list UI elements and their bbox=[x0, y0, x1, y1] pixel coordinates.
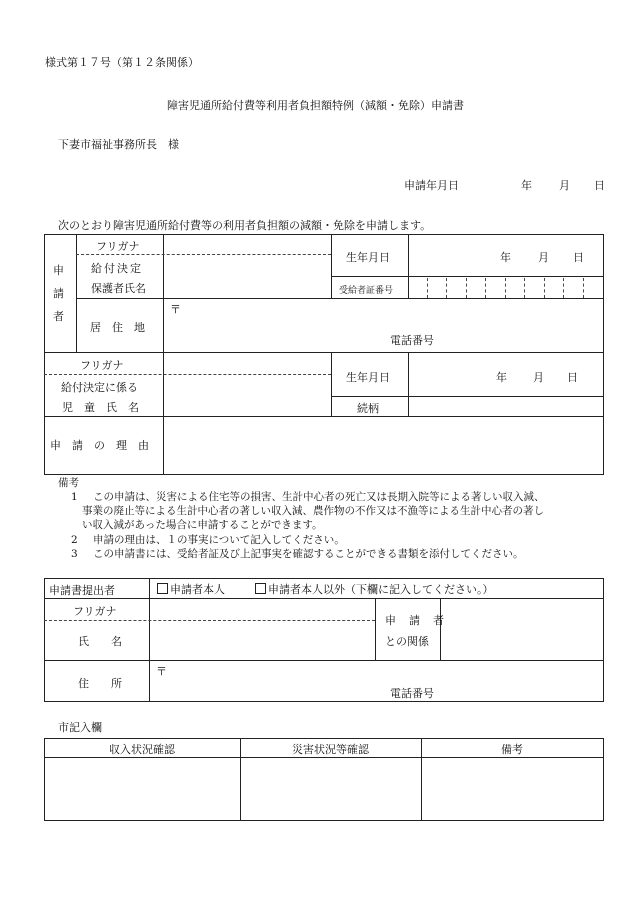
recipient-number-label: 受給者証番号 bbox=[339, 286, 394, 296]
child-name-label-2: 児 童 氏 名 bbox=[62, 401, 139, 414]
note-text-1: この申請は、災害による住宅等の損害、生計中心者の死亡又は長期入院等による著しい収入減、 bbox=[93, 491, 545, 503]
disaster-check-field[interactable] bbox=[242, 759, 419, 818]
option-self-label: 申請者本人 bbox=[170, 583, 225, 596]
addressee: 下妻市福祉事務所長 様 bbox=[58, 138, 179, 151]
income-check-header: 収入状況確認 bbox=[109, 743, 175, 756]
residence-field[interactable] bbox=[166, 300, 600, 350]
recipient-number-field[interactable] bbox=[410, 279, 601, 297]
guardian-name-label-1: 給付決定 bbox=[91, 262, 143, 275]
option-other-label: 申請者本人以外（下欄に記入してください。） bbox=[268, 583, 494, 596]
relation-field[interactable] bbox=[443, 600, 601, 658]
remarks-field[interactable] bbox=[423, 759, 601, 818]
relationship-label: 続柄 bbox=[357, 402, 379, 415]
child-furigana-field[interactable] bbox=[166, 355, 328, 372]
submitter-address-field[interactable] bbox=[152, 662, 600, 699]
guardian-name-field[interactable] bbox=[166, 257, 328, 295]
remarks-header: 備考 bbox=[501, 743, 523, 756]
reason-field[interactable] bbox=[166, 418, 600, 472]
note-text-1b: 事業の廃止等による生計中心者の著しい収入減、農作物の不作又は不漁等による生計中心者の著し bbox=[82, 505, 544, 517]
application-date-day: 日 bbox=[594, 179, 605, 192]
note-number-1: 1 bbox=[71, 491, 78, 503]
submitter-name-field[interactable] bbox=[152, 622, 372, 658]
guardian-name-label-2: 保護者氏名 bbox=[91, 282, 146, 295]
note-text-2: 申請の理由は、１の事実について記入してください。 bbox=[93, 534, 345, 546]
residence-postal-mark: 〒 bbox=[170, 303, 181, 316]
note-text-3: この申請書には、受給者証及び上記事実を確認することができる書類を添付してください。 bbox=[93, 548, 524, 560]
residence-label: 居 住 地 bbox=[90, 321, 145, 334]
guardian-birth-day: 日 bbox=[573, 251, 584, 264]
child-birth-month: 月 bbox=[533, 371, 544, 384]
child-name-label-1: 給付決定に係る bbox=[61, 381, 138, 394]
reason-label: 申 請 の 理 由 bbox=[50, 439, 149, 452]
child-birth-day: 日 bbox=[567, 371, 578, 384]
child-furigana-label: フリガナ bbox=[80, 359, 124, 372]
note-number-2: 2 bbox=[71, 534, 78, 546]
option-other[interactable] bbox=[255, 581, 494, 597]
child-name-field[interactable] bbox=[166, 376, 328, 414]
relation-label-1: 申 請 者 bbox=[385, 614, 445, 627]
city-section-heading: 市記入欄 bbox=[58, 721, 102, 734]
application-date-year: 年 bbox=[521, 179, 532, 192]
guardian-furigana-label: フリガナ bbox=[96, 240, 140, 253]
option-self[interactable] bbox=[157, 581, 225, 597]
submitter-phone-label: 電話番号 bbox=[390, 687, 434, 700]
relation-label-2: との関係 bbox=[385, 635, 429, 648]
note-number-3: 3 bbox=[71, 548, 78, 560]
relationship-field[interactable] bbox=[410, 398, 601, 414]
guardian-birth-month: 月 bbox=[538, 251, 549, 264]
note-text-1c: い収入減があった場合に申請することができます。 bbox=[82, 519, 323, 531]
intro-text: 次のとおり障害児通所給付費等の利用者負担額の減額・免除を申請します。 bbox=[58, 219, 432, 232]
application-date-label: 申請年月日 bbox=[404, 179, 459, 192]
income-check-field[interactable] bbox=[46, 759, 238, 818]
submitter-name-label: 氏 名 bbox=[78, 635, 122, 648]
page-title: 障害児通所給付費等利用者負担額特例（減額・免除）申請書 bbox=[167, 99, 464, 112]
applicant-side-3: 者 bbox=[53, 310, 64, 323]
submitter-label: 申請書提出者 bbox=[49, 584, 115, 597]
submitter-postal-mark: 〒 bbox=[156, 665, 167, 678]
submitter-furigana-label: フリガナ bbox=[73, 605, 117, 618]
guardian-birth-year: 年 bbox=[500, 251, 511, 264]
child-birth-label: 生年月日 bbox=[346, 371, 390, 384]
child-birth-year: 年 bbox=[496, 371, 507, 384]
applicant-side-2: 請 bbox=[53, 287, 64, 300]
disaster-check-header: 災害状況等確認 bbox=[292, 743, 369, 756]
submitter-furigana-field[interactable] bbox=[152, 600, 372, 618]
applicant-side-1: 申 bbox=[53, 264, 64, 277]
guardian-furigana-field[interactable] bbox=[166, 236, 328, 252]
other-checkbox[interactable] bbox=[255, 583, 266, 594]
submitter-address-label: 住 所 bbox=[78, 677, 122, 690]
notes-heading: 備考 bbox=[58, 477, 79, 489]
application-date-month: 月 bbox=[559, 179, 570, 192]
form-number: 様式第１７号（第１２条関係） bbox=[45, 56, 199, 69]
self-checkbox[interactable] bbox=[157, 583, 168, 594]
residence-phone-label: 電話番号 bbox=[390, 334, 434, 347]
guardian-birth-label: 生年月日 bbox=[346, 251, 390, 264]
